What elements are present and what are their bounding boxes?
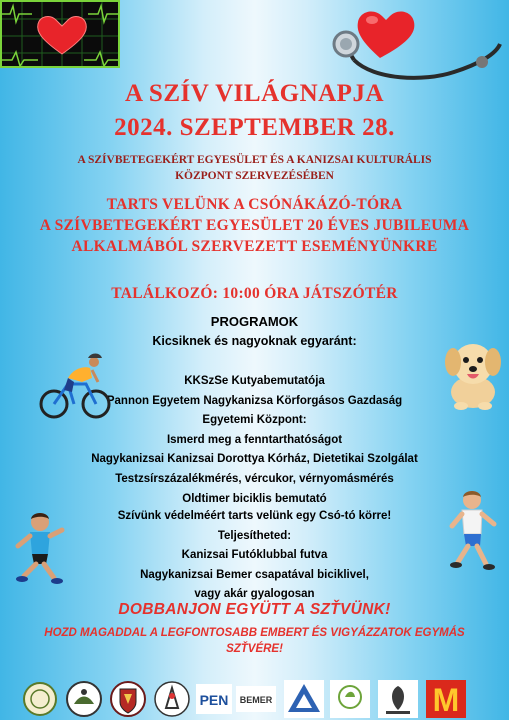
logo-kanizsai-csonakazo xyxy=(64,680,104,718)
invitation-line-2: A SZÍVBETEGEKÉRT EGYESÜLET 20 ÉVES JUBILEUMA xyxy=(39,217,470,234)
list-item: Pannon Egyetem Nagykanizsa Körforgásos Gazdaság xyxy=(106,394,403,407)
logo-bemer xyxy=(236,680,276,718)
invitation-line-3: ALKALMÁBÓL SZERVEZETT ESEMÉNYÜNKRE xyxy=(71,238,438,255)
mcdonalds-logo-text: M xyxy=(432,682,460,718)
stethoscope-heart-image xyxy=(314,2,504,88)
running-boy-illustration xyxy=(12,510,66,586)
slogan-headline: DOBBANJON EGYÜTT A SZŤVÜNK! xyxy=(118,601,391,618)
programs-title: PROGRAMOK xyxy=(210,314,299,329)
list-item: Oldtimer biciklis bemutató xyxy=(182,492,327,505)
logo-kanizsai-kulturalis-kozpont xyxy=(152,680,192,718)
puppy-illustration xyxy=(437,336,507,412)
list-item: Egyetemi Központ: xyxy=(202,414,307,427)
title-line-2: 2024. SZEPTEMBER 28. xyxy=(114,114,395,141)
list-item: Nagykanizsai Kanizsai Dorottya Kórház, Dietetikai Szolgálat xyxy=(91,453,418,466)
logo-mcdonalds xyxy=(426,680,466,718)
list-item: Ismerd meg a fenntarthatóságot xyxy=(166,433,343,446)
slogan-sub-line-2: SZŤVÉRE! xyxy=(226,643,283,655)
slogan-sub xyxy=(0,625,509,657)
join-line-2: Teljesítheted: xyxy=(217,529,292,542)
sponsor-logos xyxy=(22,680,492,718)
join-line-3: Kanizsai Futóklubbal futva xyxy=(181,549,328,562)
running-boy-illustration-right xyxy=(446,488,500,572)
organizers xyxy=(0,152,509,184)
cyclist-illustration xyxy=(38,348,112,422)
bemer-logo-text: BEMER xyxy=(239,695,273,705)
meeting-info: TALÁLKOZÓ: 10:00 ÓRA JÁTSZÓTÉR xyxy=(111,285,398,302)
logo-pen xyxy=(196,680,232,718)
join-line-1: Szívünk védelméért tarts velünk egy Csó-tó körre! xyxy=(117,510,392,522)
invitation xyxy=(0,194,509,257)
list-item: Testzsírszázalékmérés, vércukor, vérnyomásmérés xyxy=(115,472,394,485)
join-line-4: Nagykanizsai Bemer csapatával biciklivel, xyxy=(140,568,369,581)
title-line-1: A SZÍV VILÁGNAPJA xyxy=(124,80,385,107)
join-section xyxy=(0,507,509,605)
logo-coat-of-arms xyxy=(108,680,148,718)
organizers-line-1: A SZÍVBETEGEKÉRT EGYESÜLET ÉS A KANIZSAI KULTURÁLIS xyxy=(77,154,432,166)
slogan-sub-line-1: HOZD MAGADDAL A LEGFONTOSABB EMBERT ÉS VIGYÁZZATOK EGYMÁS xyxy=(44,627,465,639)
logo-szivbetegekert xyxy=(22,680,58,718)
organizers-line-2: KÖZPONT SZERVEZÉSÉBEN xyxy=(175,170,334,182)
logo-sport xyxy=(378,680,418,718)
invitation-line-1: TARTS VELÜNK A CSÓNÁKÁZÓ-TÓRA xyxy=(106,196,403,213)
join-line-5: vagy akár gyalogosan xyxy=(194,588,315,601)
list-item: KKSzSe Kutyabemutatója xyxy=(184,375,325,387)
pen-logo-text: PEN xyxy=(199,692,229,708)
programs-subtitle: Kicsiknek és nagyoknak egyaránt: xyxy=(152,334,357,348)
heart-monitor-image xyxy=(0,0,120,68)
logo-triangle xyxy=(284,680,324,718)
logo-dietetics xyxy=(330,680,370,718)
heart-icon xyxy=(358,11,415,58)
